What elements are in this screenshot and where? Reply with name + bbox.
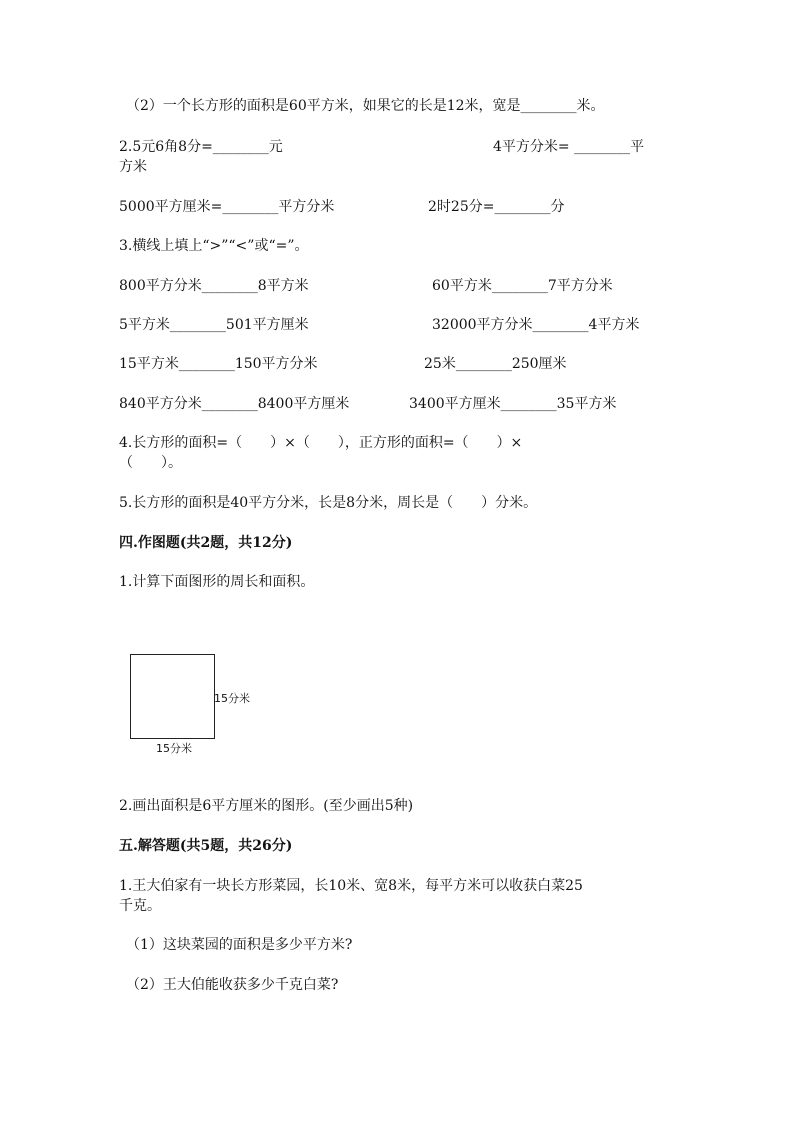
comparison-item: 60平方米________7平方分米 — [432, 278, 613, 294]
comparison-item: 3400平方厘米________35平方米 — [409, 396, 617, 412]
question-line: 1.王大伯家有一块长方形菜园，长10米、宽8米，每平方米可以收获白菜25 — [119, 878, 583, 894]
question-line: 千克。 — [119, 898, 161, 914]
square-figure — [130, 654, 215, 739]
question-line: 5.长方形的面积是40平方分米，长是8分米，周长是（ ）分米。 — [119, 495, 538, 511]
comparison-item: 800平方分米________8平方米 — [119, 278, 309, 294]
comparison-item: 840平方分米________8400平方厘米 — [119, 396, 350, 412]
comparison-item: 5平方米________501平方厘米 — [119, 317, 309, 333]
question-line: （ ）。 — [119, 455, 182, 471]
question-line: 2.画出面积是6平方厘米的图形。(至少画出5种) — [119, 798, 414, 814]
sub-question: （2）王大伯能收获多少千克白菜? — [126, 977, 339, 993]
question-line: 方米 — [119, 159, 147, 175]
comparison-item: 15平方米________150平方分米 — [119, 356, 318, 372]
comparison-item: 32000平方分米________4平方米 — [432, 317, 640, 333]
square-side-label: 15分米 — [214, 692, 250, 705]
question-line: 5000平方厘米=________平方分米 — [119, 199, 335, 215]
square-bottom-label: 15分米 — [156, 742, 192, 755]
question-line: 4.长方形的面积=（ ）×（ ），正方形的面积=（ ）× — [119, 435, 523, 451]
section-heading: 四.作图题(共2题，共12分) — [119, 535, 293, 551]
question-line: 2时25分=________分 — [428, 199, 565, 215]
comparison-item: 25米________250厘米 — [424, 356, 567, 372]
section-heading: 五.解答题(共5题，共26分) — [119, 838, 293, 854]
sub-question: （1）这块菜园的面积是多少平方米? — [126, 937, 353, 953]
question-line: （2）一个长方形的面积是60平方米，如果它的长是12米，宽是________米。 — [126, 98, 605, 114]
question-line: 2.5元6角8分=________元 — [119, 139, 283, 155]
question-line: 4平方分米= ________平 — [493, 139, 645, 155]
question-line: 3.横线上填上“>”“<”或“=”。 — [119, 238, 309, 254]
question-line: 1.计算下面图形的周长和面积。 — [119, 574, 315, 590]
